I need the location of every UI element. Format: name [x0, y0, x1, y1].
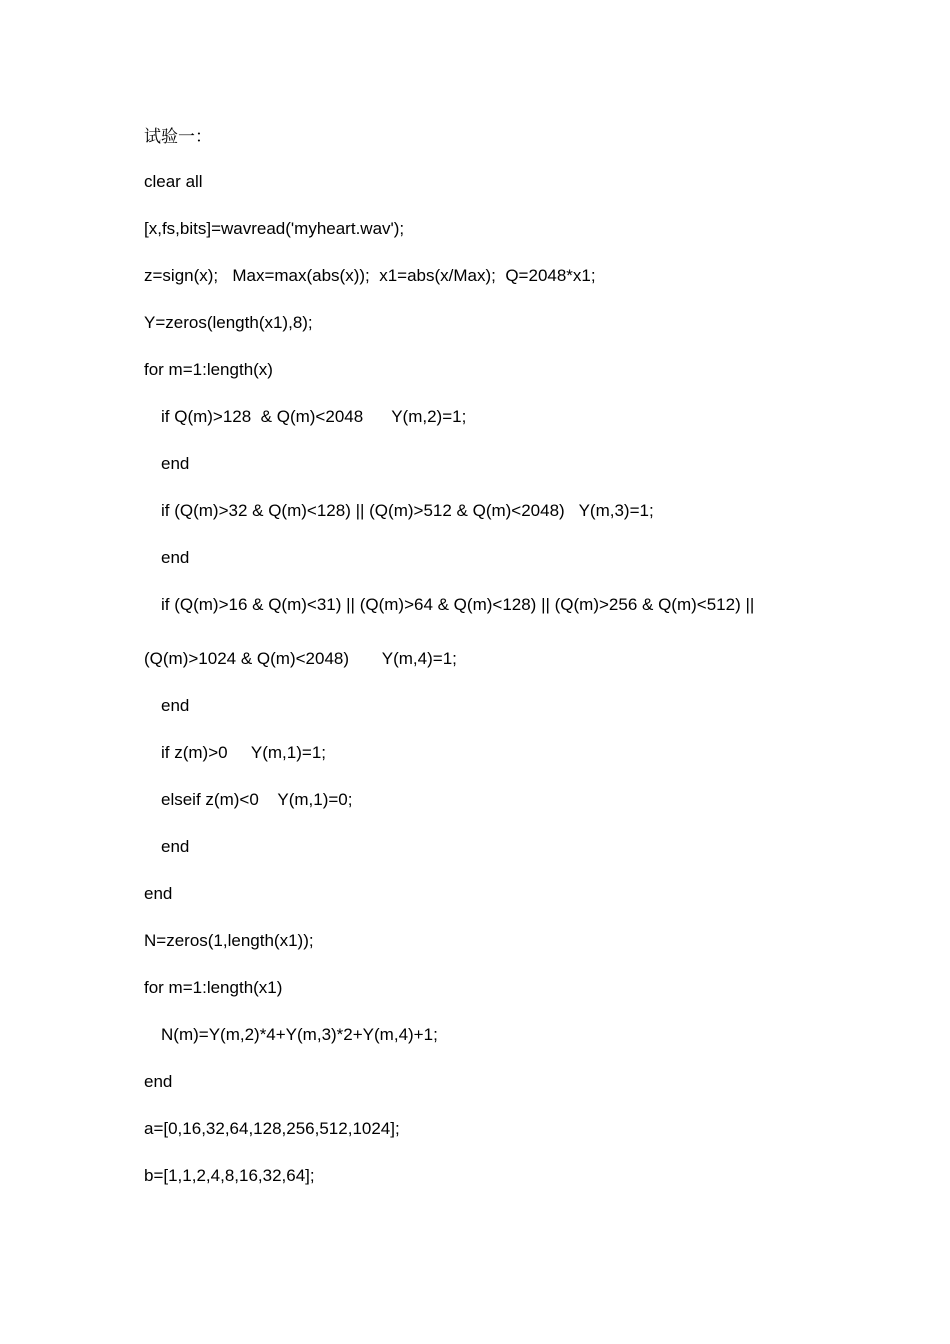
code-line-13: if z(m)>0 Y(m,1)=1;: [161, 743, 327, 762]
code-line-14: elseif z(m)<0 Y(m,1)=0;: [161, 790, 353, 809]
code-line-22: b=[1,1,2,4,8,16,32,64];: [144, 1166, 315, 1185]
code-line-9: end: [161, 548, 190, 567]
code-line-11: (Q(m)>1024 & Q(m)<2048) Y(m,4)=1;: [144, 649, 457, 668]
section-heading: 试验一：: [144, 127, 212, 147]
code-line-16: end: [144, 884, 173, 903]
code-line-5: for m=1:length(x): [144, 360, 273, 379]
code-line-10: if (Q(m)>16 & Q(m)<31) || (Q(m)>64 & Q(m)<128) || (Q(m)>256 & Q(m)<512) ||: [161, 595, 755, 614]
code-line-20: end: [144, 1072, 173, 1091]
code-line-2: [x,fs,bits]=wavread('myheart.wav');: [144, 219, 405, 238]
code-line-4: Y=zeros(length(x1),8);: [144, 313, 313, 332]
code-line-1: clear all: [144, 172, 203, 191]
code-line-8: if (Q(m)>32 & Q(m)<128) || (Q(m)>512 & Q(m)<2048) Y(m,3)=1;: [161, 501, 654, 520]
code-line-12: end: [161, 696, 190, 715]
code-line-18: for m=1:length(x1): [144, 978, 283, 997]
code-line-15: end: [161, 837, 190, 856]
code-line-3: z=sign(x); Max=max(abs(x)); x1=abs(x/Max); Q=2048*x1;: [144, 266, 596, 285]
code-line-17: N=zeros(1,length(x1));: [144, 931, 314, 950]
code-line-19: N(m)=Y(m,2)*4+Y(m,3)*2+Y(m,4)+1;: [161, 1025, 438, 1044]
code-line-6: if Q(m)>128 & Q(m)<2048 Y(m,2)=1;: [161, 407, 467, 426]
code-line-7: end: [161, 454, 190, 473]
code-line-21: a=[0,16,32,64,128,256,512,1024];: [144, 1119, 400, 1138]
